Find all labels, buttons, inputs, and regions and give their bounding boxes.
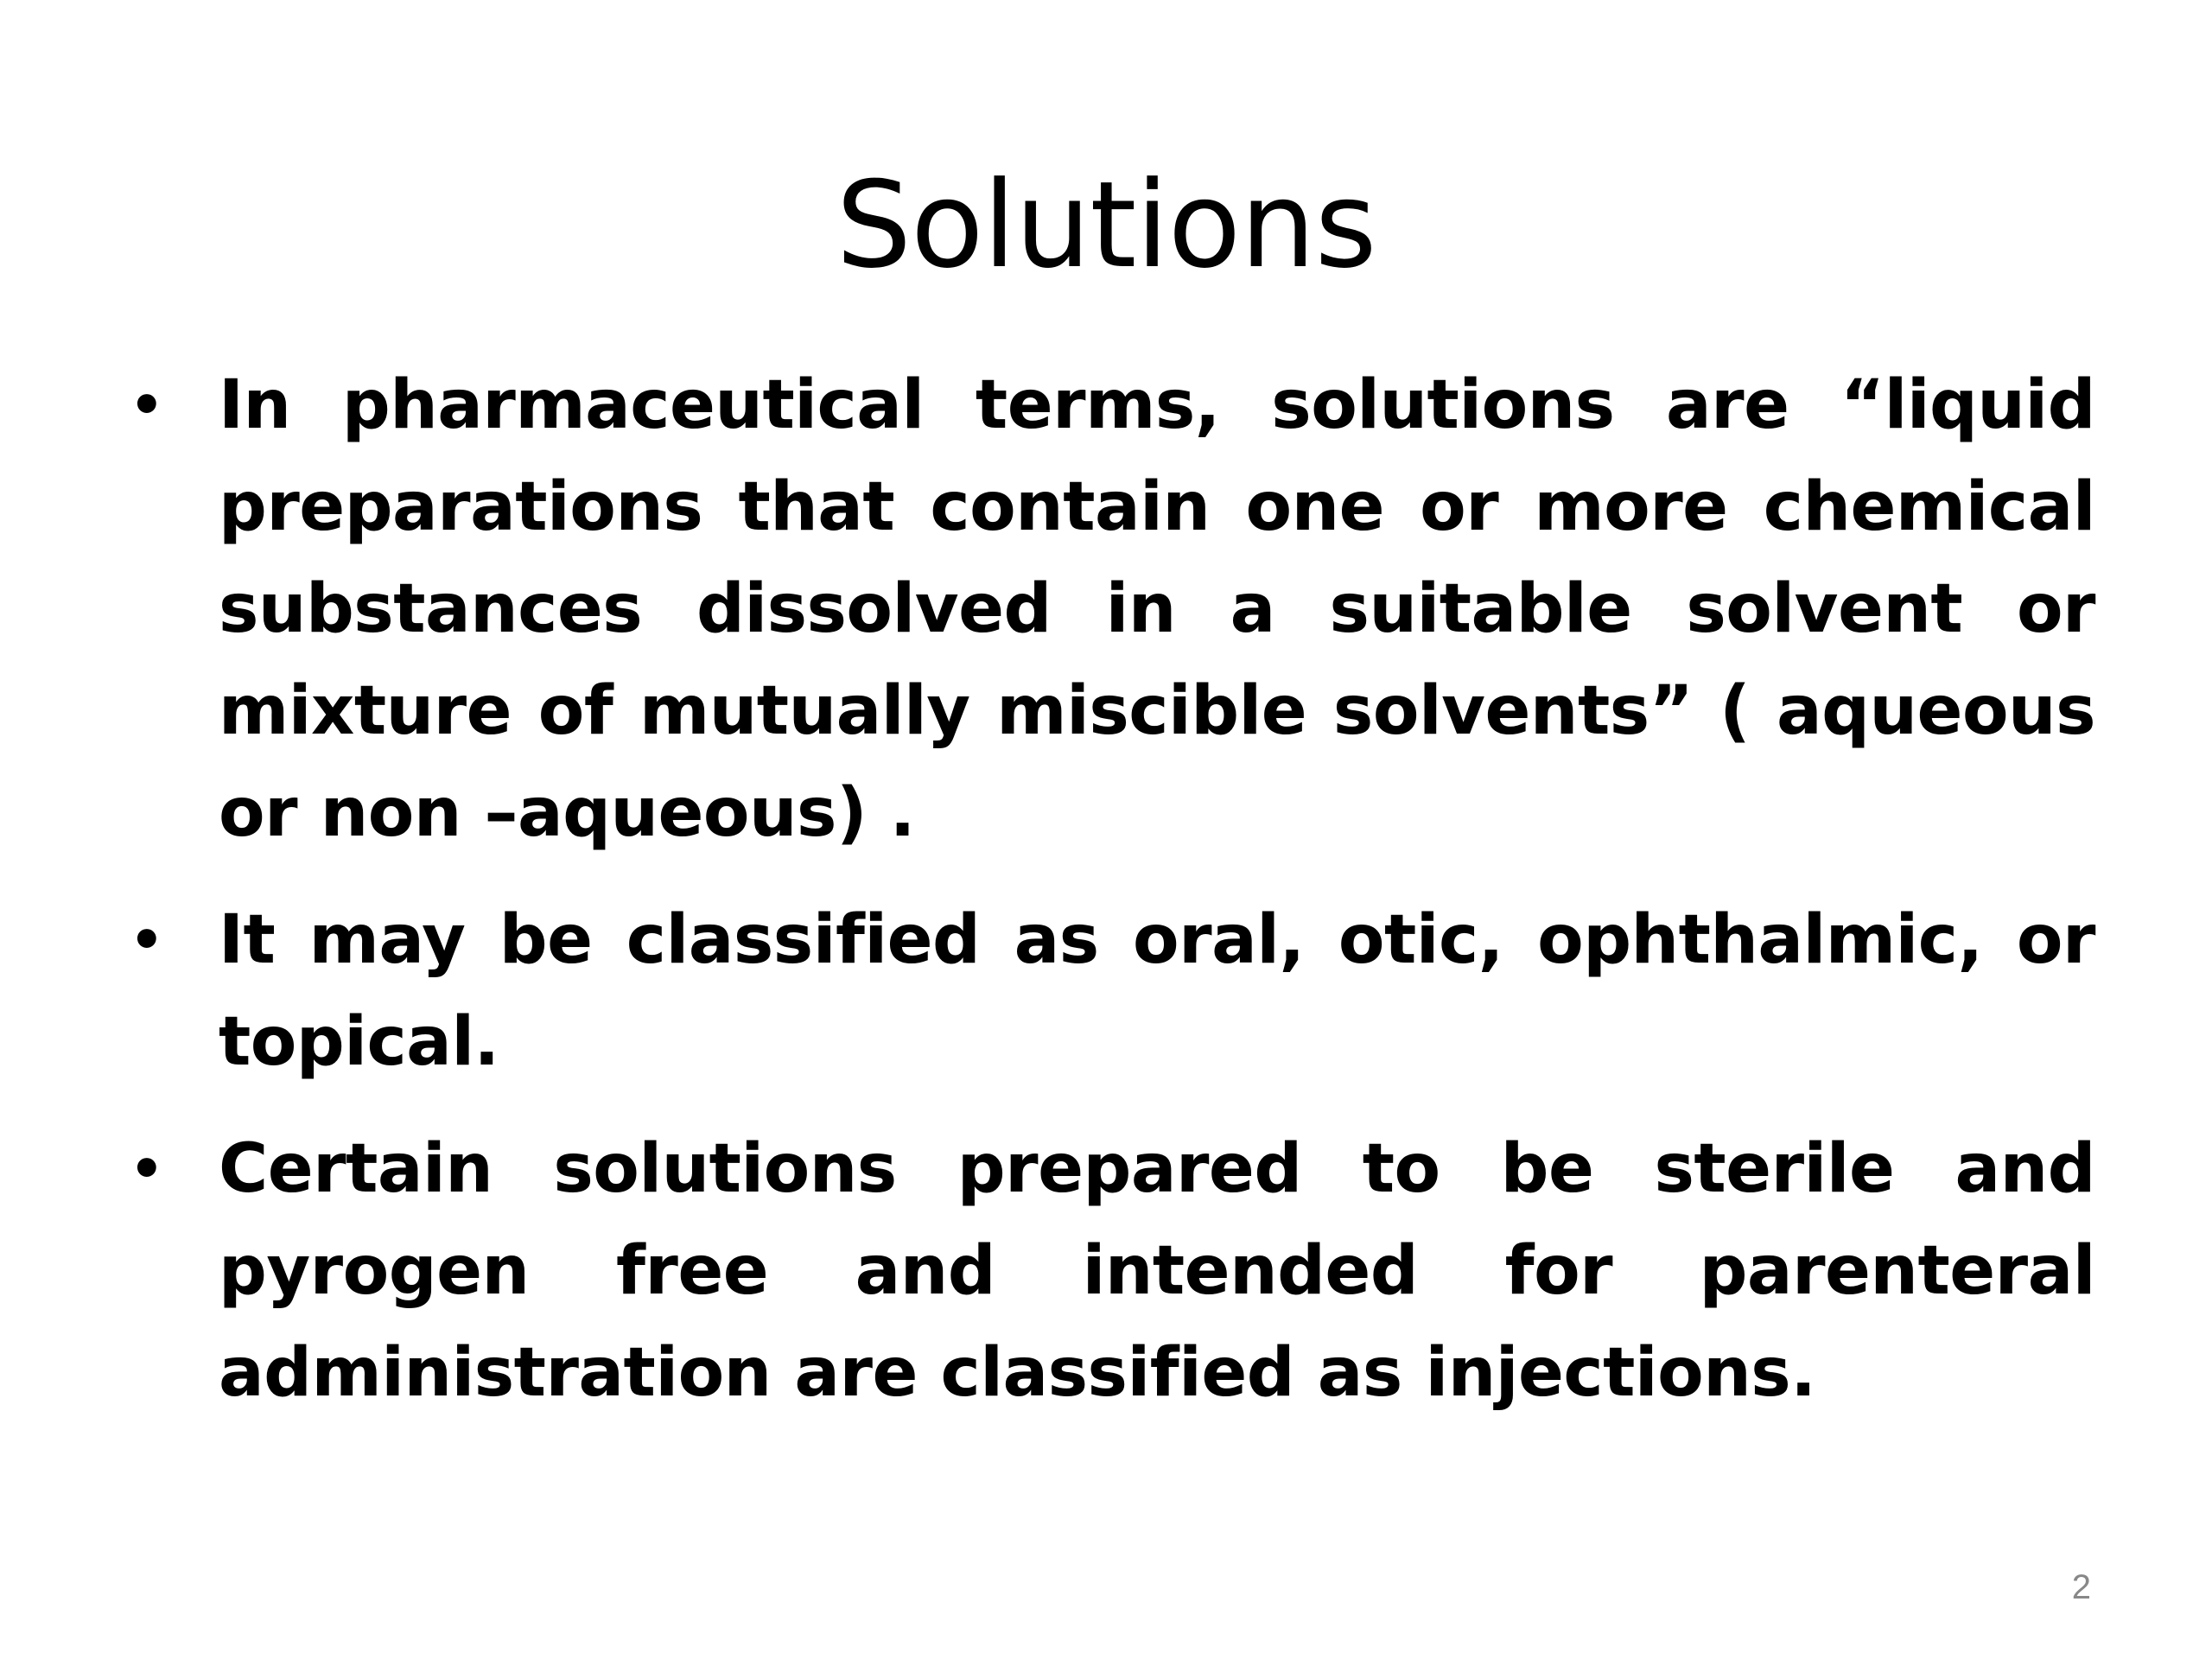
bullet-text: In pharmaceutical terms, solutions are “liquid preparations that contain one or more chemical substances dissolved in a suitable solvent or mixture of mutually miscible solvents” ( aqueous or non –aqueous) . — [219, 366, 2095, 852]
bullet-item — [130, 354, 2095, 864]
bullet-icon: • — [130, 908, 164, 971]
bullet-icon: • — [130, 373, 164, 436]
bullet-list — [130, 354, 2095, 1449]
bullet-icon: • — [130, 1137, 164, 1200]
page-number: 2 — [2071, 1568, 2091, 1606]
bullet-text: It may be classified as oral, otic, ophthalmic, or topical. — [219, 901, 2095, 1081]
bullet-item — [130, 1118, 2095, 1424]
bullet-text: Certain solutions prepared to be sterile and pyrogen free and intended for parenteral administration are classified as injections. — [219, 1130, 2095, 1412]
bullet-item — [130, 889, 2095, 1093]
slide-title: Solutions — [836, 156, 1376, 295]
